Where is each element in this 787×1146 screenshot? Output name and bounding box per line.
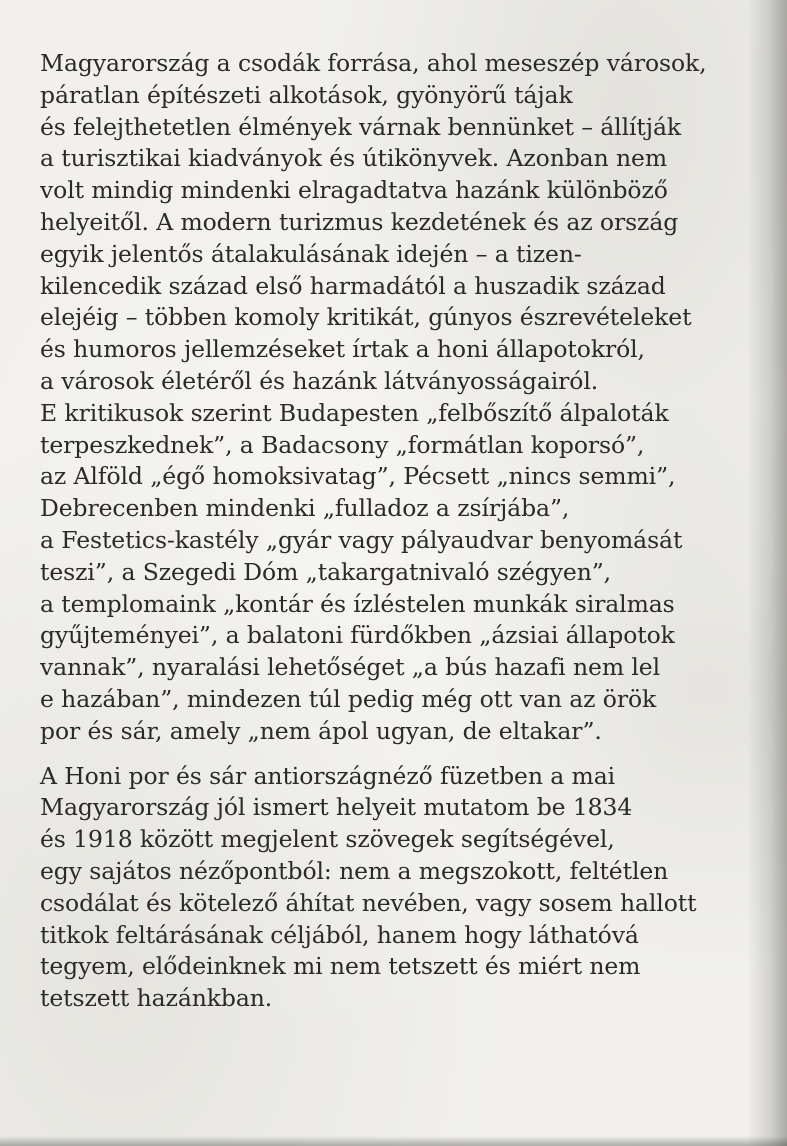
text-line: volt mindig mindenki elragadtatva hazánk különböző — [40, 176, 668, 205]
page-edge-shadow — [747, 0, 787, 1146]
text-line: csodálat és kötelező áhítat nevében, vagy sosem hallott — [40, 888, 697, 917]
text-line: kilencedik század első harmadától a huszadik század — [40, 271, 666, 300]
text-line: a Festetics-kastély „gyár vagy pályaudvar benyomását — [40, 525, 683, 554]
text-line: a városok életéről és hazánk látványosságairól. — [40, 366, 599, 395]
text-line: egy sajátos nézőpontból: nem a megszokott, feltétlen — [40, 856, 669, 885]
text-line: e hazában”, mindezen túl pedig még ott van az örök — [40, 684, 657, 713]
text-line: helyeitől. A modern turizmus kezdetének és az ország — [40, 207, 679, 236]
text-line: és 1918 között megjelent szövegek segítségével, — [40, 825, 615, 854]
text-line: vannak”, nyaralási lehetőséget „a bús hazafi nem lel — [40, 653, 661, 682]
text-line: titkok feltárásának céljából, hanem hogy láthatóvá — [40, 920, 639, 949]
text-line: tetszett hazánkban. — [40, 984, 273, 1013]
text-line: terpeszkednek”, a Badacsony „formátlan koporsó”, — [40, 430, 645, 459]
text-line: elejéig – többen komoly kritikát, gúnyos észrevételeket — [40, 303, 692, 332]
text-line: Magyarország a csodák forrása, ahol meseszép városok, — [40, 49, 707, 77]
page-bottom-shadow — [0, 1136, 787, 1146]
paragraph-1 — [40, 48, 740, 748]
paragraph-2 — [40, 761, 740, 1015]
text-line: a templomaink „kontár és ízléstelen munkák siralmas — [40, 589, 675, 618]
text-line: páratlan építészeti alkotások, gyönyörű tájak — [40, 80, 573, 109]
text-line: Magyarország jól ismert helyeit mutatom be 1834 — [40, 793, 633, 822]
text-line: egyik jelentős átalakulásának idején – a tizen- — [40, 239, 582, 268]
text-line: tegyem, elődeinknek mi nem tetszett és miért nem — [40, 952, 641, 981]
document-text — [40, 48, 740, 1015]
text-line: a turisztikai kiadványok és útikönyvek. Azonban nem — [40, 144, 668, 173]
text-line: E kritikusok szerint Budapesten „felbőszítő álpaloták — [40, 398, 669, 427]
text-line: A Honi por és sár antiországnéző füzetben a mai — [40, 761, 616, 790]
text-line: gyűjteményei”, a balatoni fürdőkben „ázsiai állapotok — [40, 621, 675, 650]
text-line: Debrecenben mindenki „fulladoz a zsírjába”, — [40, 494, 570, 523]
text-line: és felejthetetlen élmények várnak bennünket – állítják — [40, 112, 681, 141]
text-line: teszi”, a Szegedi Dóm „takargatnivaló szégyen”, — [40, 557, 612, 586]
text-line: és humoros jellemzéseket írtak a honi állapotokról, — [40, 335, 645, 364]
text-line: por és sár, amely „nem ápol ugyan, de eltakar”. — [40, 716, 602, 745]
text-line: az Alföld „égő homoksivatag”, Pécsett „nincs semmi”, — [40, 462, 676, 491]
